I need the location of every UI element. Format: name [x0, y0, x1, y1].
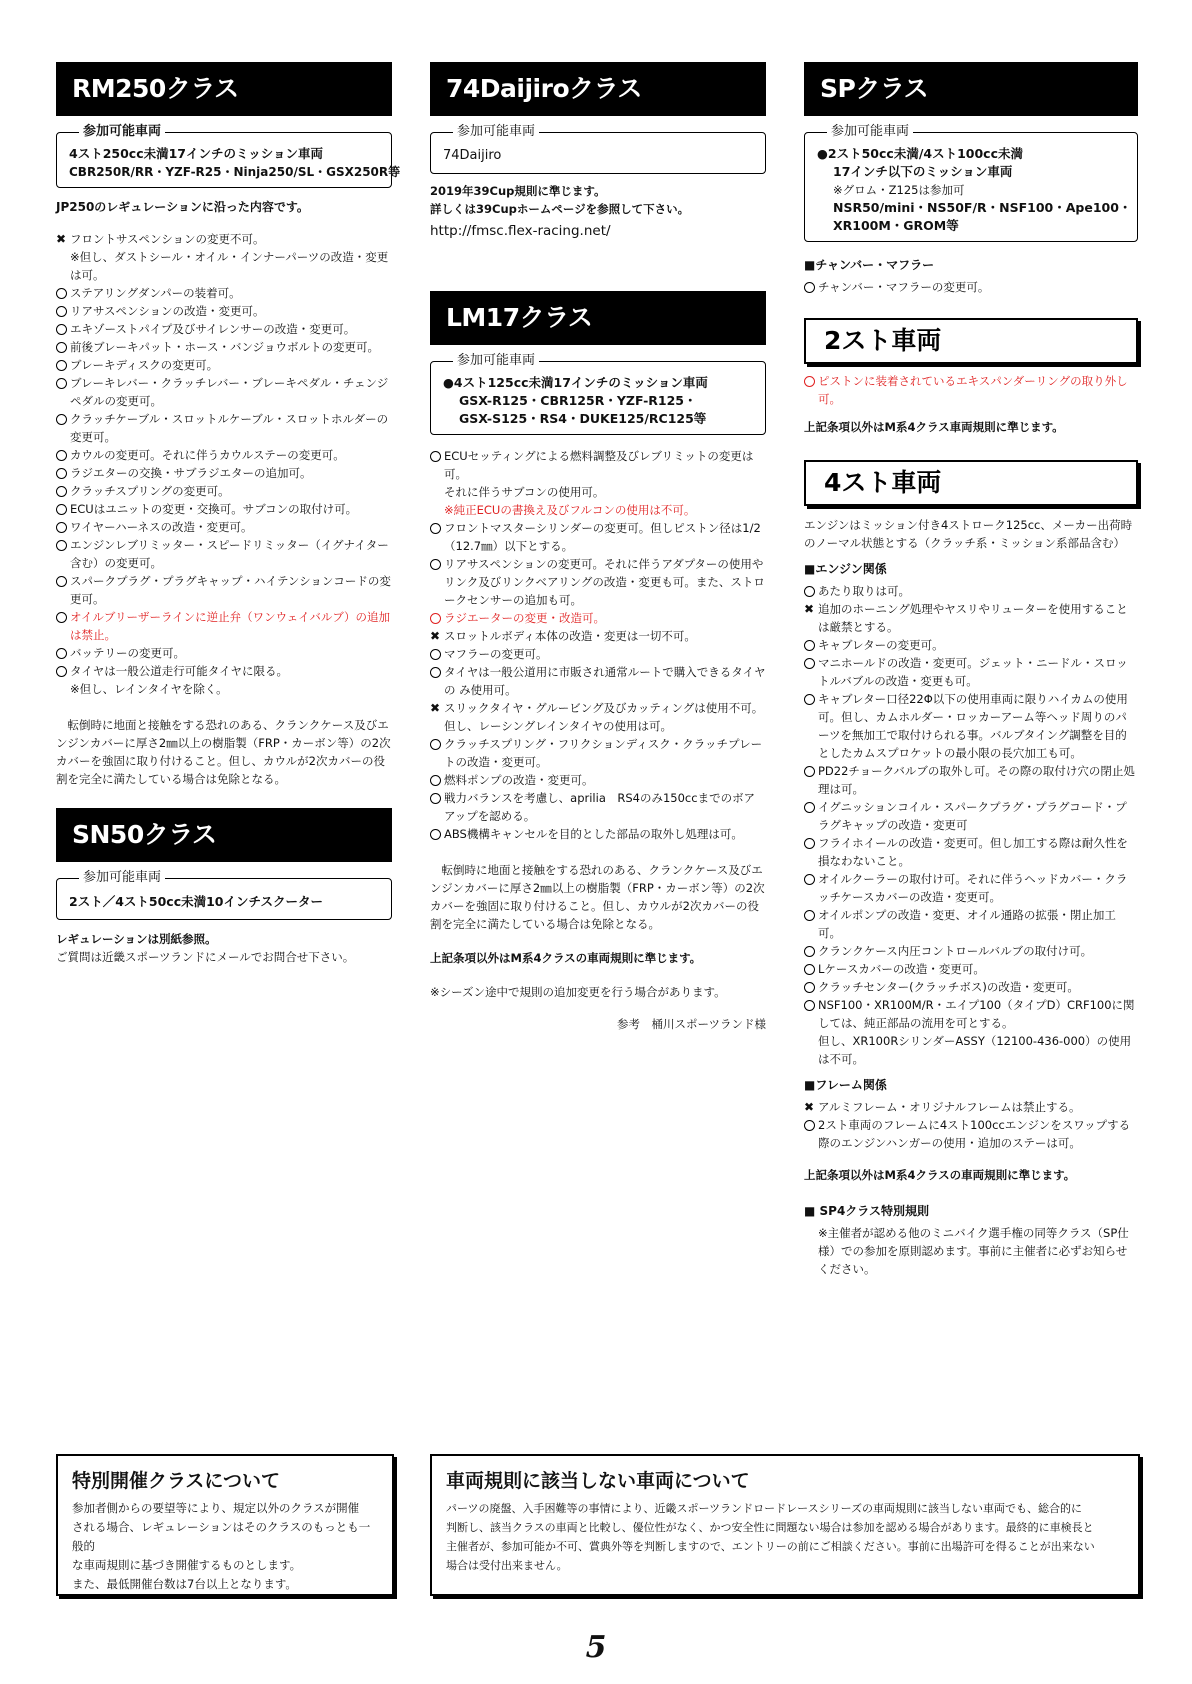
nonconforming-line: パーツの廃盤、入手困難等の事情により、近畿スポーツランドロードレースシリーズの車両規則に該当しない車両でも、総合的に [446, 1502, 1083, 1515]
rm250-paragraph: 転倒時に地面と接触をする恐れのある、クランクケース及びエンジンカバーに厚さ2㎜以上の樹脂製（FRP・カーボン等）の2次カバーを強固に取り付けること。但し、カウルが2次カバーの役割を完全に満たしている場合は免除となる。 [56, 718, 391, 786]
rule-item: ブレーキディスクの変更可。 [70, 358, 219, 372]
rule-item: マフラーの変更可。 [444, 647, 548, 661]
rule-item: 戦力バランスを考慮し、aprilia RS4のみ150ccまでのボアアップを認める。 [444, 791, 756, 823]
vehicle-line: 74Daijiro [443, 148, 502, 163]
cross-icon [56, 230, 70, 248]
lm17-vehicle-box [430, 353, 766, 435]
vehicle-label: 参加可能車両 [827, 124, 913, 140]
rule-item: オイルクーラーの取付け可。それに伴うヘッドカバー・クラッチケースカバーの改造・変更可。 [818, 872, 1128, 904]
rule-item: フロントマスターシリンダーの変更可。但しピストン径は1/2（12.7㎜）以下とする。 [444, 521, 761, 553]
vehicle-label: 参加可能車両 [79, 124, 165, 140]
sn50-vehicle-box [56, 870, 392, 920]
rule-item: ABS機構キャンセルを目的とした部品の取外し処理は可。 [444, 827, 743, 841]
rule-item: ブレーキレバー・クラッチレバー・ブレーキペダル・チェンジペダルの変更可。 [70, 376, 389, 408]
lm17-closing: 上記条項以外はM系4クラスの車両規則に準じます。 [430, 951, 702, 965]
sp4-heading: ■ SP4クラス特別規則 [804, 1204, 929, 1218]
vehicle-line: CBR250R/RR・YZF-R25・Ninja250/SL・GSX250R等 [69, 165, 401, 179]
rule-item: Lケースカバーの改造・変更可。 [818, 962, 985, 976]
rule-item: クラッチスプリングの変更可。 [70, 484, 230, 498]
rule-item: それに伴うサブコンの使用可。 [444, 485, 605, 499]
two-stroke-title: 2スト車両 [804, 318, 1138, 364]
engine-rule-list [804, 582, 1138, 1068]
rule-item: PD22チョークバルブの取外し可。その際の取付け穴の閉止処理は可。 [818, 764, 1135, 796]
cross-icon [804, 1098, 818, 1116]
sn50-note-2: ご質問は近畿スポーツランドにメールでお問合せ下さい。 [56, 950, 355, 964]
vehicle-line: GSX-R125・CBR125R・YZF-R125・ [459, 393, 697, 408]
sn50-note-1: レギュレーションは別紙参照。 [56, 932, 217, 946]
vehicle-line: ●4スト125cc未満17インチのミッション車両 [443, 375, 708, 390]
cross-icon [430, 699, 444, 717]
four-stroke-intro: エンジンはミッション付き4ストローク125cc、メーカー出荷時のノーマル状態とする（クラッチ系・ミッション系部品含む） [804, 518, 1133, 550]
rule-item: チャンバー・マフラーの変更可。 [818, 280, 990, 294]
rule-item: ✖ スリックタイヤ・グルービング及びカッティングは使用不可。但し、レーシングレインタイヤの使用は可。 [430, 699, 766, 735]
rule-item: ✖ スロットルボディ本体の改造・変更は一切不可。 [430, 627, 766, 645]
special-class-line: される場合、レギュレーションはそのクラスのもっとも一般的 [72, 1520, 371, 1553]
daijiro-url-link[interactable]: http://fmsc.flex-racing.net/ [430, 223, 611, 239]
special-class-line: 参加者側からの要望等により、規定以外のクラスが開催 [72, 1501, 360, 1515]
rule-item: ※但し、ダストシール・オイル・インナーパーツの改造・変更は可。 [70, 250, 389, 282]
daijiro-vehicle-box [430, 124, 766, 174]
sp-vehicle-box [804, 124, 1138, 242]
rule-item: オイルポンプの改造・変更、オイル通路の拡張・閉止加工可。 [818, 908, 1116, 940]
rule-item: フライホイールの改造・変更可。但し加工する際は耐久性を損なわないこと。 [818, 836, 1128, 868]
two-stroke-closing: 上記条項以外はM系4クラス車両規則に準じます。 [804, 420, 1064, 434]
vehicle-line: ●2スト50cc未満/4スト100cc未満 [817, 146, 1023, 161]
rule-item: クラッチケーブル・スロットルケーブル・スロットホルダーの変更可。 [70, 412, 389, 444]
sn50-title: SN50クラス [56, 808, 392, 862]
rule-item: ラジエターの交換・サブラジエターの追加可。 [70, 466, 312, 480]
nonconforming-line: 主催者が、参加可能か不可、賞典外等を判断しますので、エントリーの前にご相談ください。事前に出場許可を得ることが出来ない [446, 1540, 1095, 1553]
rm250-vehicle-box [56, 124, 401, 188]
vehicle-line: 17インチ以下のミッション車両 [833, 164, 1013, 179]
rule-item: リアサスペンションの改造・変更可。 [70, 304, 265, 318]
sn50-section [56, 808, 392, 966]
lm17-section [430, 291, 766, 1033]
vehicle-label: 参加可能車両 [453, 124, 539, 140]
sp-title: SPクラス [804, 62, 1138, 116]
sp-section [804, 62, 1138, 1278]
rule-item: タイヤは一般公道用に市販され通常ルートで購入できるタイヤの み使用可。 [444, 665, 766, 697]
special-class-box [56, 1454, 394, 1596]
rule-item-warning: ピストンに装着されているエキスパンダーリングの取り外し可。 [818, 374, 1128, 406]
rule-item: クラッチセンター(クラッチボス)の改造・変更可。 [818, 980, 1079, 994]
rule-item: NSF100・XR100M/R・エイプ100（タイプD）CRF100に関しては、純正部品の流用を可とする。 [818, 998, 1135, 1030]
vehicle-label: 参加可能車両 [79, 870, 165, 886]
rule-item: キャブレター口径22Φ以下の使用車両に限りハイカムの使用可。但し、カムホルダー・ロッカーアーム等ヘッド周りのパーツを無加工で取付けられる事。バルブタイング調整を目的としたカムスプロケットの最小限の長穴加工も可。 [818, 692, 1128, 760]
rule-item: カウルの変更可。それに伴うカウルステーの変更可。 [70, 448, 345, 462]
vehicle-line: 4スト250cc未満17インチのミッション車両 [69, 146, 324, 161]
nonconforming-title: 車両規則に該当しない車両について [446, 1470, 750, 1492]
vehicle-line: ※グロム・Z125は参加可 [833, 183, 965, 197]
lm17-paragraph: 転倒時に地面と接触をする恐れのある、クランクケース及びエンジンカバーに厚さ2㎜以上の樹脂製（FRP・カーボン等）の2次カバーを強固に取り付けること。但し、カウルが2次カバーの役割を完全に満たしている場合は免除となる。 [430, 863, 765, 931]
cross-icon [430, 627, 444, 645]
rule-item: 2スト車両のフレームに4スト100ccエンジンをスワップする際のエンジンハンガーの使用・追加のステーは可。 [818, 1118, 1131, 1150]
frame-heading: ■フレーム関係 [804, 1078, 887, 1092]
rule-item-warning: オイルブリーザーラインに逆止弁（ワンウェイバルブ）の追加は禁止。 [70, 610, 391, 642]
special-class-title: 特別開催クラスについて [72, 1470, 281, 1492]
special-class-line: な車両規則に基づき開催するものとします。 [72, 1558, 302, 1572]
daijiro-note-1: 2019年39Cup規則に準じます。 [430, 184, 606, 198]
lm17-season-note: ※シーズン途中で規則の追加変更を行う場合があります。 [430, 985, 726, 999]
rule-item: クランクケース内圧コントロールバルブの取付け可。 [818, 944, 1093, 958]
daijiro-note-2: 詳しくは39Cupホームページを参照して下さい。 [430, 202, 690, 216]
rule-item: 前後ブレーキパット・ホース・バンジョウボルトの変更可。 [70, 340, 379, 354]
rule-item: エンジンレブリミッター・スピードリミッター（イグナイター含む）の変更可。 [70, 538, 389, 570]
rule-item: ✖ アルミフレーム・オリジナルフレームは禁止する。 [804, 1098, 1138, 1116]
rule-item: クラッチスプリング・フリクションディスク・クラッチプレートの改造・変更可。 [444, 737, 763, 769]
rm250-note: JP250のレギュレーションに沿った内容です。 [56, 200, 309, 214]
rule-item: あたり取りは可。 [818, 584, 910, 598]
special-class-line: また、最低開催台数は7台以上となります。 [72, 1577, 297, 1591]
lm17-reference: 参考 桶川スポーツランド様 [616, 1017, 766, 1031]
vehicle-label: 参加可能車両 [453, 353, 539, 369]
sp4-text: ※主催者が認める他のミニバイク選手権の同等クラス（SP仕様）での参加を原則認めます。事前に主催者に必ずお知らせください。 [818, 1226, 1129, 1276]
rule-item: ECUセッティングによる燃料調整及びレブリミットの変更は可。 [444, 449, 754, 481]
daijiro-title: 74Daijiroクラス [430, 62, 766, 116]
engine-heading: ■エンジン関係 [804, 562, 887, 576]
rule-item: エキゾーストパイプ及びサイレンサーの改造・変更可。 [70, 322, 356, 336]
rm250-section [56, 62, 401, 788]
rule-item: キャブレターの変更可。 [818, 638, 944, 652]
four-stroke-title: 4スト車両 [804, 460, 1138, 506]
rule-item: マニホールドの改造・変更可。ジェット・ニードル・スロットルバブルの改造・変更も可。 [818, 656, 1128, 688]
four-stroke-closing: 上記条項以外はM系4クラスの車両規則に準じます。 [804, 1168, 1076, 1182]
rule-item: 但し、XR100RシリンダーASSY（12100-436-000）の使用は不可。 [818, 1034, 1132, 1066]
lm17-title: LM17クラス [430, 291, 766, 345]
rule-item: タイヤは一般公道走行可能タイヤに限る。 [70, 664, 289, 678]
rule-item: ※但し、レインタイヤを除く。 [70, 682, 228, 696]
nonconforming-line: 判断し、該当クラスの車両と比較し、優位性がなく、かつ安全性に問題ない場合は参加を認める場合があります。最終的に車検長と [446, 1521, 1094, 1534]
vehicle-line: NSR50/mini・NS50F/R・NSF100・Ape100・ [833, 200, 1132, 215]
rule-item: ECUはユニットの変更・交換可。サブコンの取付け可。 [70, 502, 358, 516]
rule-item: バッテリーの変更可。 [70, 646, 185, 660]
vehicle-line: 2スト／4スト50cc未満10インチスクーター [69, 894, 324, 909]
rule-item: リアサスペンションの変更可。それに伴うアダプターの使用やリンク及びリンクベアリングの改造・変更も可。また、ストロークセンサーの追加も可。 [444, 557, 765, 607]
rule-item: イグニッションコイル・スパークプラグ・プラグコード・プラグキャップの改造・変更可 [818, 800, 1127, 832]
rule-item: 燃料ポンプの改造・変更可。 [444, 773, 594, 787]
nonconforming-line: 場合は受付出来ません。 [446, 1559, 568, 1572]
vehicle-line: GSX-S125・RS4・DUKE125/RC125等 [459, 411, 707, 426]
vehicle-line: XR100M・GROM等 [833, 218, 959, 233]
nonconforming-vehicle-box [430, 1454, 1140, 1596]
rule-item: スパークプラグ・プラグキャップ・ハイテンションコードの変更可。 [70, 574, 391, 606]
rm250-title: RM250クラス [56, 62, 392, 116]
rule-item: ワイヤーハーネスの改造・変更可。 [70, 520, 253, 534]
rule-item-warning: ラジエーターの変更・改造可。 [444, 611, 605, 625]
page-number: 5 [585, 1630, 607, 1665]
rule-item: ✖ 追加のホーニング処理やヤスリやリューターを使用することは厳禁とする。 [804, 600, 1138, 636]
rm250-rule-list [56, 230, 392, 698]
lm17-rule-list [430, 447, 766, 843]
rule-item: ステアリングダンパーの装着可。 [70, 286, 241, 300]
rule-item: ✖ フロントサスペンションの変更不可。 [56, 230, 392, 248]
chamber-heading: ■チャンバー・マフラー [804, 258, 935, 272]
cross-icon [804, 600, 818, 618]
rule-item-warning: ※純正ECUの書換え及びフルコンの使用は不可。 [444, 503, 696, 517]
daijiro-section [430, 62, 766, 240]
